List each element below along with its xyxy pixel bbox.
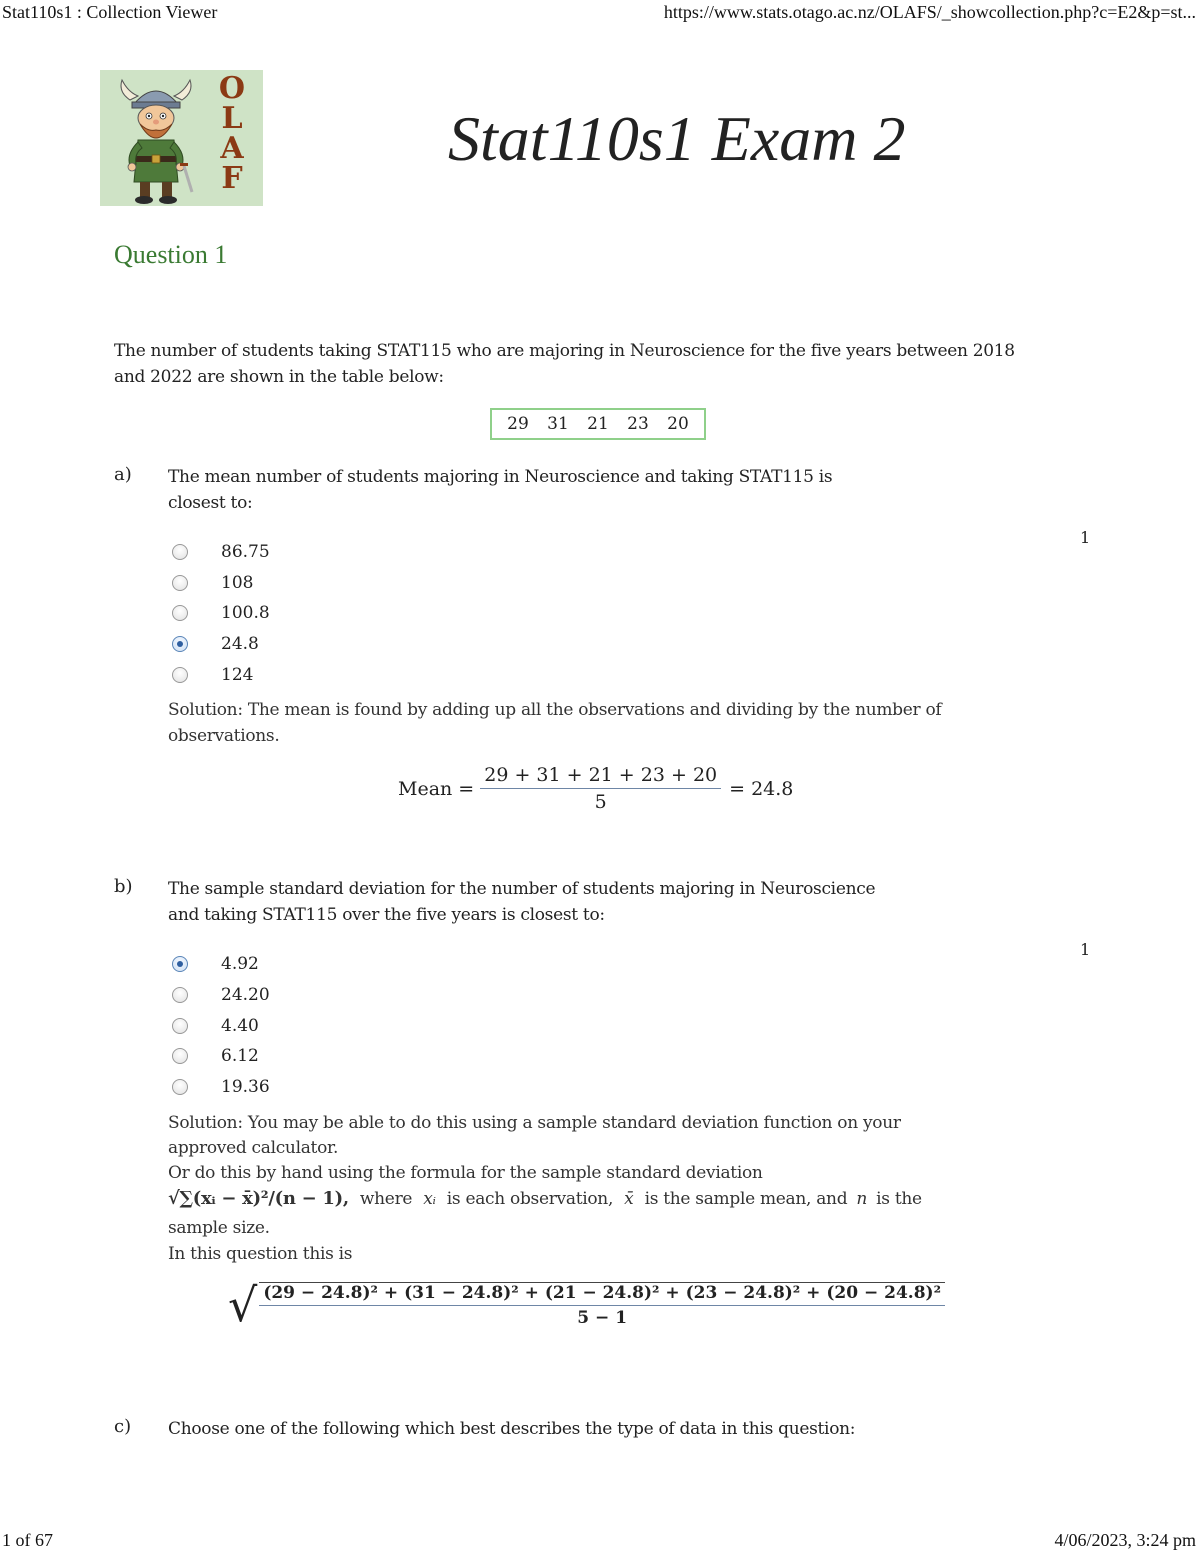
part-b-option[interactable] <box>172 1075 270 1099</box>
part-b-option[interactable] <box>172 1044 259 1068</box>
option-label: 124 <box>221 665 254 685</box>
mean-formula-denominator: 5 <box>594 791 607 813</box>
radio-button[interactable] <box>172 1018 188 1034</box>
part-a-marks: 1 <box>1080 528 1091 547</box>
option-label: 4.40 <box>221 1016 259 1036</box>
mean-formula-lhs: Mean = <box>398 777 475 800</box>
olaf-wordmark <box>210 71 254 196</box>
mean-formula-numerator: 29 + 31 + 21 + 23 + 20 <box>480 764 721 789</box>
radio-button[interactable] <box>172 605 188 621</box>
symbol-xi: xᵢ <box>423 1189 436 1209</box>
part-a-option[interactable] <box>172 663 253 687</box>
symbol-n: n <box>856 1189 868 1209</box>
option-label: 6.12 <box>221 1046 259 1066</box>
part-a-option[interactable] <box>172 632 259 656</box>
where-text: is the <box>876 1189 922 1209</box>
option-label: 108 <box>221 573 254 593</box>
option-label: 86.75 <box>221 542 270 562</box>
sd-formula-denominator: 5 − 1 <box>577 1308 628 1328</box>
print-datetime: 4/06/2023, 3:24 pm <box>1054 1530 1196 1550</box>
radio-button[interactable] <box>172 1048 188 1064</box>
square-root-icon: √ <box>228 1278 258 1332</box>
part-b-solution-line-6: In this question this is <box>168 1244 353 1264</box>
data-value: 23 <box>627 414 649 434</box>
radio-button[interactable] <box>172 1079 188 1095</box>
part-b-solution-line-4 <box>168 1186 922 1212</box>
browser-page-title: Stat110s1 : Collection Viewer <box>2 2 218 22</box>
exam-title: Stat110s1 Exam 2 <box>448 103 906 174</box>
mean-formula-result: = 24.8 <box>729 777 794 800</box>
mean-formula-fraction <box>480 764 721 813</box>
part-a-question-line-1: The mean number of students majoring in Neuroscience and taking STAT115 is <box>168 467 833 487</box>
question-intro-line-1: The number of students taking STAT115 who are majoring in Neuroscience for the five years between 2018 <box>114 341 1015 361</box>
part-b-solution-line-5: sample size. <box>168 1218 270 1238</box>
part-b-option[interactable] <box>172 952 259 976</box>
option-label: 100.8 <box>221 603 270 623</box>
data-value: 20 <box>667 414 689 434</box>
option-label: 24.20 <box>221 985 270 1005</box>
option-label: 4.92 <box>221 954 259 974</box>
olaf-letter-l: L <box>221 101 243 136</box>
viking-mascot-icon <box>100 70 210 206</box>
olaf-logo <box>100 70 263 206</box>
part-a-label: a) <box>114 464 132 485</box>
olaf-letter-o: O <box>218 71 246 106</box>
part-b-question-line-1: The sample standard deviation for the number of students majoring in Neuroscience <box>168 879 876 899</box>
part-b-solution-line-2: approved calculator. <box>168 1138 339 1158</box>
data-value: 31 <box>547 414 569 434</box>
where-text: is each observation, <box>446 1189 614 1209</box>
sd-inline-formula: √∑(xᵢ − x̄)²/(n − 1), <box>168 1188 349 1209</box>
mean-formula <box>398 764 793 813</box>
sd-formula <box>228 1278 945 1332</box>
part-c-question: Choose one of the following which best describes the type of data in this question: <box>168 1419 856 1439</box>
data-table <box>490 408 706 440</box>
symbol-xbar: x̄ <box>624 1189 634 1209</box>
browser-url: https://www.stats.otago.ac.nz/OLAFS/_showcollection.php?c=E2&p=st... <box>663 2 1196 22</box>
radio-button-selected[interactable] <box>172 636 188 652</box>
part-b-option[interactable] <box>172 1014 259 1038</box>
option-label: 19.36 <box>221 1077 270 1097</box>
radio-button-selected[interactable] <box>172 956 188 972</box>
part-b-solution-line-3: Or do this by hand using the formula for the sample standard deviation <box>168 1163 763 1183</box>
radio-button[interactable] <box>172 575 188 591</box>
question-intro-line-2: and 2022 are shown in the table below: <box>114 367 444 387</box>
option-label: 24.8 <box>221 634 259 654</box>
olaf-letter-f: F <box>221 161 243 196</box>
page-number: 1 of 67 <box>2 1530 53 1550</box>
where-text: where <box>359 1189 413 1209</box>
part-a-question-line-2: closest to: <box>168 493 253 513</box>
part-a-option[interactable] <box>172 540 270 564</box>
part-b-solution-line-1: Solution: You may be able to do this using a sample standard deviation function on your <box>168 1113 901 1133</box>
data-value: 29 <box>507 414 529 434</box>
part-a-solution-line-2: observations. <box>168 726 280 746</box>
part-a-option[interactable] <box>172 601 270 625</box>
radio-button[interactable] <box>172 667 188 683</box>
question-heading: Question 1 <box>114 240 228 269</box>
radio-button[interactable] <box>172 544 188 560</box>
part-b-question-line-2: and taking STAT115 over the five years is closest to: <box>168 905 605 925</box>
part-c-label: c) <box>114 1416 132 1437</box>
olaf-letter-a: A <box>220 131 244 166</box>
part-a-option[interactable] <box>172 571 253 595</box>
where-text: is the sample mean, and <box>644 1189 848 1209</box>
part-b-marks: 1 <box>1080 940 1091 959</box>
part-b-option[interactable] <box>172 983 270 1007</box>
sd-formula-fraction <box>259 1282 945 1328</box>
part-b-label: b) <box>114 876 133 897</box>
part-a-solution-line-1: Solution: The mean is found by adding up all the observations and dividing by the number of <box>168 700 942 720</box>
data-value: 21 <box>587 414 609 434</box>
radio-button[interactable] <box>172 987 188 1003</box>
sd-formula-numerator: (29 − 24.8)² + (31 − 24.8)² + (21 − 24.8)² + (23 − 24.8)² + (20 − 24.8)² <box>259 1283 945 1306</box>
